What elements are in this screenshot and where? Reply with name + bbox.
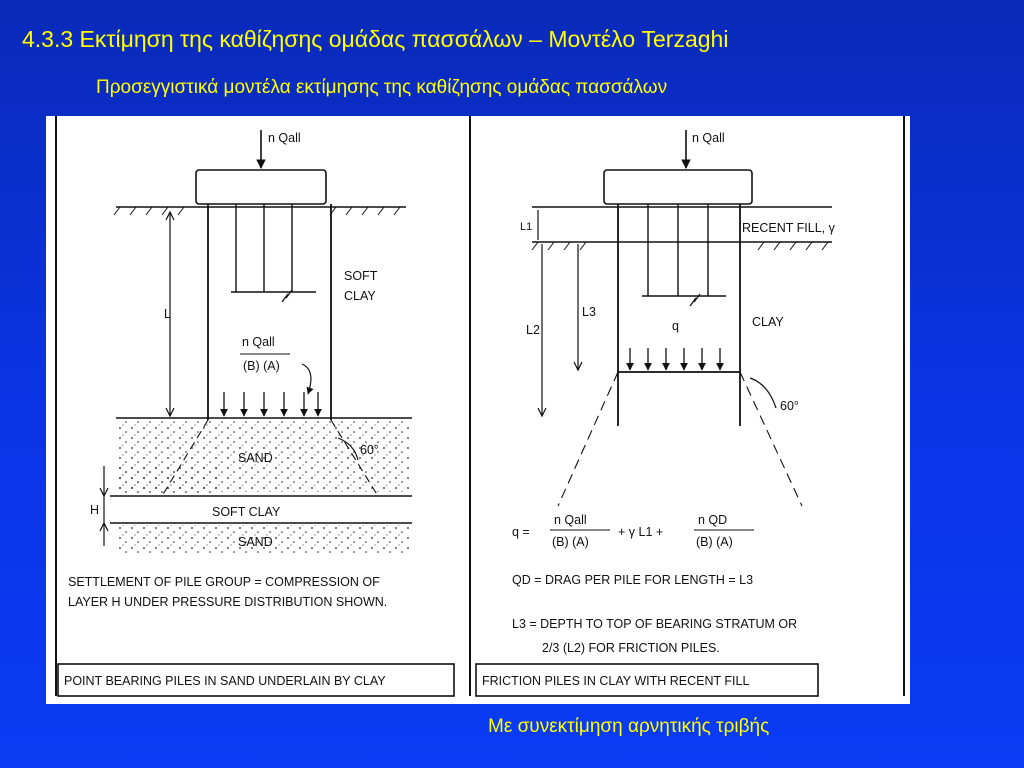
soft-clay-label-2: CLAY	[344, 289, 376, 303]
dim-L2-label: L2	[526, 323, 540, 337]
pressure-pointer-arrow	[302, 364, 311, 394]
pressure-num-left: n Qall	[242, 335, 275, 349]
eq-lhs: q =	[512, 525, 530, 539]
qd-definition: QD = DRAG PER PILE FOR LENGTH = L3	[512, 573, 754, 587]
right-caption: FRICTION PILES IN CLAY WITH RECENT FILL	[482, 674, 750, 688]
load-label-right: n Qall	[692, 131, 725, 145]
pile-settlement-diagram	[46, 116, 910, 704]
angle-label-right: 60°	[780, 399, 799, 413]
q-label-right: q	[672, 319, 679, 333]
angle-arc-right	[750, 378, 776, 408]
left-caption: POINT BEARING PILES IN SAND UNDERLAIN BY CLAY	[64, 674, 386, 688]
ground-hatch-left	[114, 207, 400, 215]
distribution-line-right-2	[740, 372, 802, 506]
distribution-line-right-1	[558, 372, 618, 506]
eq-term3-num: n QD	[698, 513, 728, 527]
pile-cap-right	[604, 170, 752, 204]
pressure-den-left: (B) (A)	[243, 359, 280, 373]
pressure-arrows-left	[224, 392, 318, 416]
eq-mid: + γ L1 +	[618, 525, 664, 539]
soft-clay-layer-label: SOFT CLAY	[212, 505, 281, 519]
l3-definition-line2: 2/3 (L2) FOR FRICTION PILES.	[542, 641, 720, 655]
left-panel	[58, 130, 454, 696]
dim-H-label: H	[90, 503, 100, 517]
right-panel	[476, 130, 836, 696]
recent-fill-label: RECENT FILL, γ	[742, 221, 835, 235]
angle-label-left: 60°	[360, 443, 379, 457]
left-note-line2: LAYER H UNDER PRESSURE DISTRIBUTION SHOWN.	[68, 595, 388, 609]
load-label-left: n Qall	[268, 131, 301, 145]
sand-label: SAND	[238, 451, 273, 465]
fill-hatch	[532, 242, 828, 250]
soft-clay-label-1: SOFT	[344, 269, 378, 283]
eq-term3-den: (B) (A)	[696, 535, 733, 549]
footer-note: Με συνεκτίμηση αρνητικής τριβής	[488, 716, 770, 737]
diagram-svg	[46, 116, 910, 704]
pile-cap-left	[196, 170, 326, 204]
slide-subtitle: Προσεγγιστικά μοντέλα εκτίμησης της καθίζησης ομάδας πασσάλων	[96, 77, 668, 98]
dim-L3-label: L3	[582, 305, 596, 319]
l3-definition-line1: L3 = DEPTH TO TOP OF BEARING STRATUM OR	[512, 617, 798, 631]
clay-label: CLAY	[752, 315, 784, 329]
sand-texture-extra	[118, 464, 218, 494]
pressure-arrows-right	[630, 348, 720, 370]
dim-L-label: L	[164, 307, 171, 321]
eq-term1-den: (B) (A)	[552, 535, 589, 549]
dim-L1-label: L1	[520, 221, 533, 233]
left-note-line1: SETTLEMENT OF PILE GROUP = COMPRESSION OF	[68, 575, 380, 589]
eq-term1-num: n Qall	[554, 513, 587, 527]
sand-bottom-label: SAND	[238, 535, 273, 549]
slide-title: 4.3.3 Εκτίμηση της καθίζησης ομάδας πασσάλων – Μοντέλο Terzaghi	[22, 26, 729, 52]
